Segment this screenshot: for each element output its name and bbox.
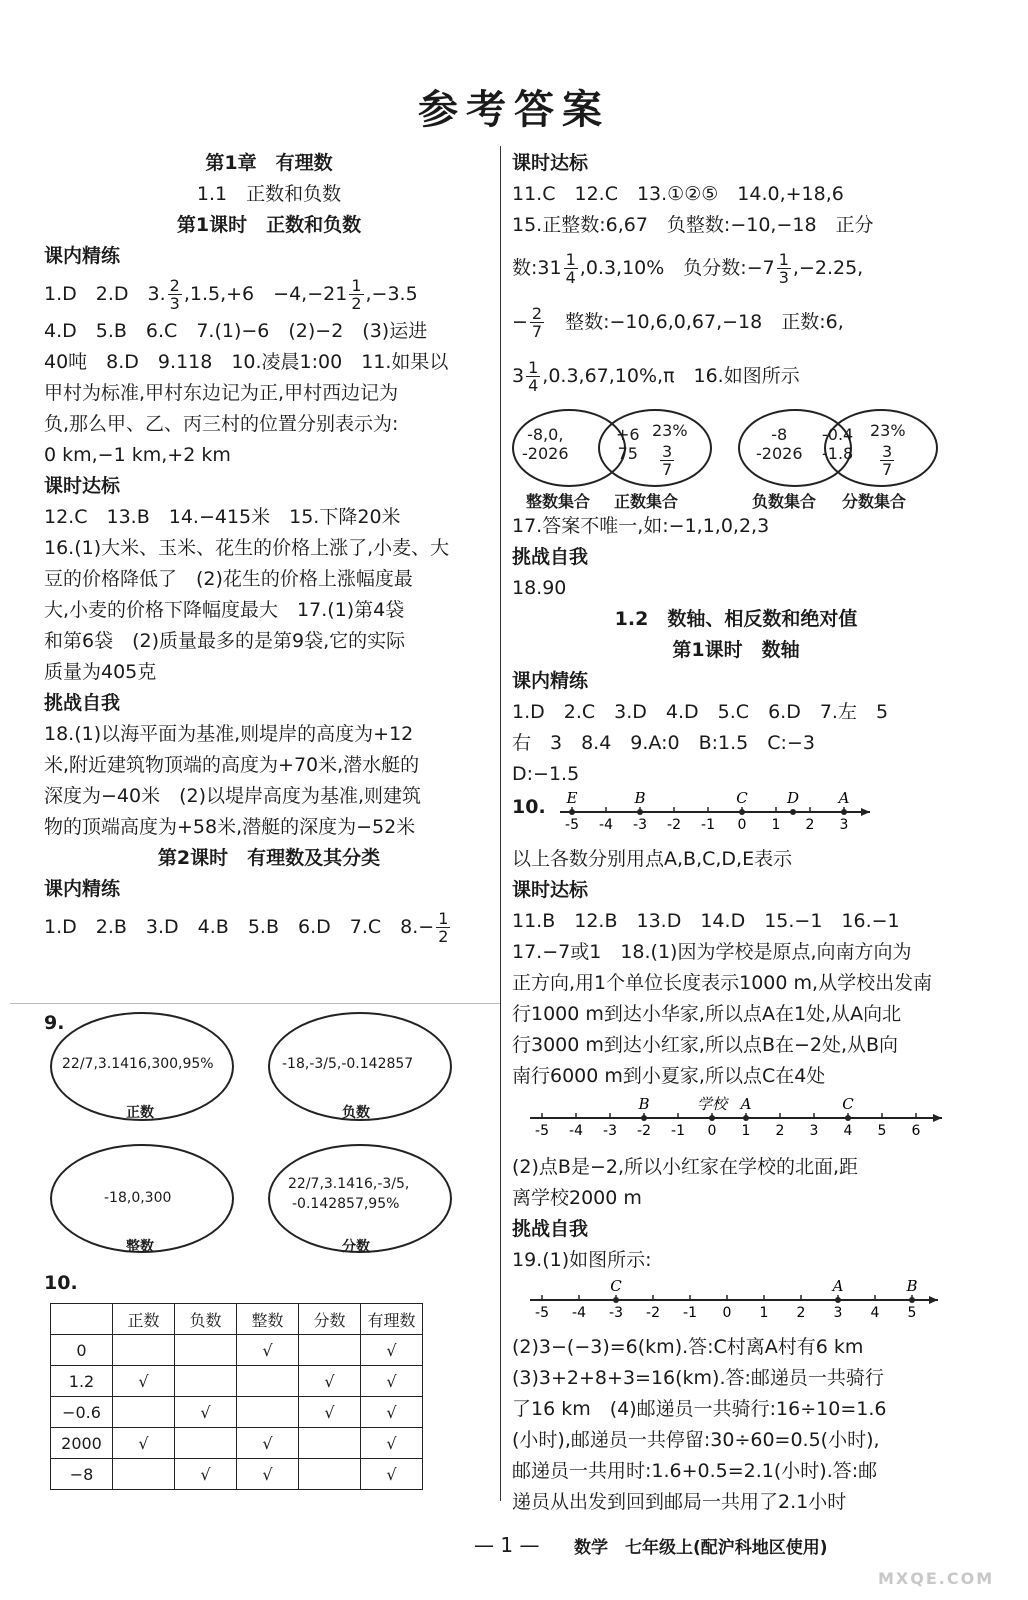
answer-line: 邮递员一共用时:1.6+0.5=2.1(小时).答:邮 xyxy=(512,1460,878,1482)
tick-label: -4 xyxy=(569,1123,583,1139)
answer-line: 16.(1)大米、玉米、花生的价格上涨了,小麦、大 xyxy=(44,537,450,559)
table-cell: 正数 xyxy=(113,1304,175,1335)
venn-label: 整数集合 xyxy=(526,492,591,511)
subsection-heading: 课内精练 xyxy=(512,670,589,692)
point-label: B xyxy=(906,1277,918,1295)
table-cell: √ xyxy=(299,1366,361,1397)
tick-label: -1 xyxy=(683,1305,697,1321)
oval-label: 整数 xyxy=(126,1239,154,1255)
table-cell: √ xyxy=(361,1397,423,1428)
table-row xyxy=(51,1428,423,1459)
point-label: 学校 xyxy=(696,1095,728,1113)
table-cell xyxy=(113,1397,175,1428)
answer-line: 豆的价格降低了 (2)花生的价格上涨幅度最 xyxy=(44,568,413,590)
tick-label: -3 xyxy=(609,1305,623,1321)
answer-line: 11.B 12.B 13.D 14.D 15.−1 16.−1 xyxy=(512,910,900,932)
tick-label: 2 xyxy=(775,1123,785,1139)
chapter-heading: 第1章 有理数 xyxy=(205,152,333,174)
fraction: $\frac{1}{2}$ xyxy=(438,909,449,946)
table-cell: 分数 xyxy=(299,1304,361,1335)
tick-label: 2 xyxy=(805,817,815,833)
venn-text: -0.4 -1.8 xyxy=(822,425,854,463)
section-divider xyxy=(10,1003,500,1004)
table-cell: 整数 xyxy=(237,1304,299,1335)
table-cell: √ xyxy=(361,1366,423,1397)
axis-point xyxy=(709,1115,715,1121)
axis-point xyxy=(613,1297,619,1303)
classification-table xyxy=(50,1303,423,1490)
tick-label: 1 xyxy=(771,817,781,833)
fraction: $\frac{1}{2}$ xyxy=(351,276,362,313)
table-cell: √ xyxy=(361,1428,423,1459)
tick-label: -2 xyxy=(637,1123,651,1139)
oval-text: 22/7,3.1416,-3/5, xyxy=(288,1176,410,1192)
point-label: E xyxy=(566,790,578,807)
answer-line: 以上各数分别用点A,B,C,D,E表示 xyxy=(512,848,793,870)
book-info: 数学 七年级上(配沪科地区使用) xyxy=(574,1538,828,1558)
tick-label: -5 xyxy=(535,1123,549,1139)
axis-arrow xyxy=(861,808,870,816)
answer-line: 右 3 8.4 9.A:0 B:1.5 C:−3 xyxy=(512,732,815,754)
right-column xyxy=(512,148,960,1518)
answer-line: 11.C 12.C 13.①②⑤ 14.0,+18,6 xyxy=(512,183,844,205)
answer-line: 南行6000 m到小夏家,所以点C在4处 xyxy=(512,1065,826,1087)
answer-line: − $\frac{2}{7}$ 整数:−10,6,0,67,−18 正数:6, xyxy=(512,304,844,341)
tick-label: -1 xyxy=(701,817,715,833)
answer-line: 4.D 5.B 6.C 7.(1)−6 (2)−2 (3)运进 xyxy=(44,320,428,342)
number-line-2 xyxy=(512,1092,952,1152)
subsection-heading: 课时达标 xyxy=(512,152,589,174)
table-cell xyxy=(299,1428,361,1459)
table-cell: −8 xyxy=(51,1459,113,1490)
point-label: A xyxy=(740,1095,752,1113)
axis-arrow xyxy=(933,1114,942,1122)
table-cell xyxy=(113,1459,175,1490)
point-label: A xyxy=(832,1277,844,1295)
subsection-heading: 课时达标 xyxy=(512,879,589,901)
axis-point xyxy=(641,1115,647,1121)
answer-line: 3 $\frac{1}{4}$ ,0.3,67,10%,π 16.如图所示 xyxy=(512,358,800,395)
axis-point xyxy=(637,809,643,815)
table-cell: √ xyxy=(175,1397,237,1428)
table-cell xyxy=(175,1366,237,1397)
table-header-row xyxy=(51,1304,423,1335)
tick-label: 5 xyxy=(877,1123,887,1139)
answer-line: 12.C 13.B 14.−415米 15.下降20米 xyxy=(44,506,401,528)
table-cell xyxy=(175,1428,237,1459)
tick-label: 4 xyxy=(843,1123,853,1139)
fraction: $\frac{1}{4}$ xyxy=(528,358,539,395)
table-cell xyxy=(237,1366,299,1397)
tick-label: 3 xyxy=(833,1305,843,1321)
axis-point xyxy=(739,809,745,815)
answer-line: 18.(1)以海平面为基准,则堤岸的高度为+12 xyxy=(44,723,414,745)
table-cell: 负数 xyxy=(175,1304,237,1335)
venn-text: +6 75 xyxy=(616,425,640,463)
oval-text: -0.142857,95% xyxy=(292,1196,400,1212)
answer-line: 18.90 xyxy=(512,577,567,599)
table-cell xyxy=(51,1304,113,1335)
table-cell: √ xyxy=(175,1459,237,1490)
fraction: $\frac{2}{7}$ xyxy=(531,304,543,341)
point-label: B xyxy=(634,790,646,807)
fraction: $\frac{1}{3}$ xyxy=(778,250,789,287)
oval-label: 分数 xyxy=(342,1239,370,1255)
answer-line: 1.D 2.D 3. $\frac{2}{3}$ ,1.5,+6 −4,−21 $\frac{1}{2}$ ,−3.5 xyxy=(44,276,418,313)
point-label: C xyxy=(610,1277,622,1295)
section-heading: 1.1 正数和负数 xyxy=(196,183,342,205)
answer-line: (2)3−(−3)=6(km).答:C村离A村有6 km xyxy=(512,1336,864,1358)
set-ovals xyxy=(50,1010,490,1260)
left-column xyxy=(44,148,494,949)
answer-line: 0 km,−1 km,+2 km xyxy=(44,444,231,466)
venn-fraction: $\frac{3}{7}$ xyxy=(882,442,893,479)
answer-line: 正方向,用1个单位长度表示1000 m,从学校出发南 xyxy=(512,972,933,994)
answer-line: (2)点B是−2,所以小红家在学校的北面,距 xyxy=(512,1156,859,1178)
tick-label: 5 xyxy=(907,1305,917,1321)
answer-line: 15.正整数:6,67 负整数:−10,−18 正分 xyxy=(512,214,874,236)
answer-line: 1.D 2.C 3.D 4.D 5.C 6.D 7.左 5 xyxy=(512,701,889,723)
tick-label: 3 xyxy=(809,1123,819,1139)
answer-line: 甲村为标准,甲村东边记为正,甲村西边记为 xyxy=(44,382,399,404)
venn-text: 23% xyxy=(652,421,688,440)
oval-text: -18,-3/5,-0.142857 xyxy=(282,1056,414,1072)
axis-point xyxy=(841,809,847,815)
table-cell: √ xyxy=(237,1459,299,1490)
table-cell: √ xyxy=(361,1459,423,1490)
axis-point xyxy=(845,1115,851,1121)
answer-line: 质量为405克 xyxy=(44,661,157,683)
answer-line: 大,小麦的价格下降幅度最大 17.(1)第4袋 xyxy=(44,599,405,621)
table-cell xyxy=(299,1335,361,1366)
answer-line: 离学校2000 m xyxy=(512,1187,642,1209)
answer-line: 递员从出发到回到邮局一共用了2.1小时 xyxy=(512,1491,847,1513)
tick-label: -5 xyxy=(565,817,579,833)
answer-line: D:−1.5 xyxy=(512,763,580,785)
tick-label: 1 xyxy=(759,1305,769,1321)
answer-line: 17.−7或1 18.(1)因为学校是原点,向南方向为 xyxy=(512,941,912,963)
number-line-1 xyxy=(552,790,882,844)
answer-line: 和第6袋 (2)质量最多的是第9袋,它的实际 xyxy=(44,630,406,652)
table-cell: −0.6 xyxy=(51,1397,113,1428)
table-row xyxy=(51,1459,423,1490)
venn-text: -8,0, -2026 xyxy=(522,425,569,463)
answer-line: (3)3+2+8+3=16(km).答:邮递员一共骑行 xyxy=(512,1367,884,1389)
column-divider xyxy=(500,146,501,1501)
lesson-heading: 第1课时 数轴 xyxy=(672,639,800,661)
answer-line: (小时),邮递员一共停留:30÷60=0.5(小时), xyxy=(512,1429,880,1451)
tick-label: 2 xyxy=(796,1305,806,1321)
point-label: C xyxy=(842,1095,854,1113)
subsection-heading: 挑战自我 xyxy=(512,1218,589,1240)
axis-point xyxy=(790,809,796,815)
tick-label: 6 xyxy=(911,1123,921,1139)
axis-point xyxy=(569,809,575,815)
oval-text: -18,0,300 xyxy=(104,1190,172,1206)
tick-label: -2 xyxy=(646,1305,660,1321)
table-row xyxy=(51,1366,423,1397)
axis-arrow xyxy=(929,1296,938,1304)
table-cell xyxy=(175,1335,237,1366)
table-cell: √ xyxy=(113,1366,175,1397)
table-cell: 1.2 xyxy=(51,1366,113,1397)
fraction: $\frac{1}{4}$ xyxy=(565,250,576,287)
table-cell: 0 xyxy=(51,1335,113,1366)
answer-line: 深度为−40米 (2)以堤岸高度为基准,则建筑 xyxy=(44,785,422,807)
table-row xyxy=(51,1335,423,1366)
subsection-heading: 课内精练 xyxy=(44,878,121,900)
venn-label: 正数集合 xyxy=(614,492,679,511)
point-label: B xyxy=(638,1095,650,1113)
answer-line: 数:31 $\frac{1}{4}$ ,0.3,10% 负分数:−7 $\frac{1}{3}$ ,−2.25, xyxy=(512,250,864,287)
answer-line: 了16 km (4)邮递员一共骑行:16÷10=1.6 xyxy=(512,1398,887,1420)
table-cell: √ xyxy=(237,1335,299,1366)
tick-label: 0 xyxy=(737,817,747,833)
answer-line: 行1000 m到达小华家,所以点A在1处,从A向北 xyxy=(512,1003,902,1025)
page-title: 参考答案 xyxy=(418,86,610,133)
oval-label: 负数 xyxy=(342,1105,370,1121)
tick-label: 0 xyxy=(707,1123,717,1139)
question-10-axis xyxy=(512,790,960,844)
axis-point xyxy=(909,1297,915,1303)
number-line-3 xyxy=(512,1276,952,1332)
table-cell xyxy=(299,1459,361,1490)
lesson-heading: 第1课时 正数和负数 xyxy=(176,214,362,236)
tick-label: -5 xyxy=(535,1305,549,1321)
table-cell: √ xyxy=(361,1335,423,1366)
section-heading: 1.2 数轴、相反数和绝对值 xyxy=(614,608,858,630)
axis-point xyxy=(743,1115,749,1121)
table-cell: √ xyxy=(299,1397,361,1428)
subsection-heading: 课时达标 xyxy=(44,475,121,497)
table-cell: √ xyxy=(237,1428,299,1459)
tick-label: -1 xyxy=(671,1123,685,1139)
venn-label: 分数集合 xyxy=(842,492,907,511)
tick-label: -2 xyxy=(667,817,681,833)
oval-text: 22/7,3.1416,300,95% xyxy=(62,1056,214,1072)
table-cell xyxy=(113,1335,175,1366)
tick-label: -3 xyxy=(633,817,647,833)
answer-line: 40吨 8.D 9.118 10.凌晨1:00 11.如果以 xyxy=(44,351,449,373)
lesson-heading: 第2课时 有理数及其分类 xyxy=(157,847,381,869)
answer-line: 行3000 m到达小红家,所以点B在−2处,从B向 xyxy=(512,1034,899,1056)
venn-diagrams xyxy=(512,409,960,509)
page-number: — 1 — xyxy=(474,1533,540,1557)
point-label: D xyxy=(786,790,800,807)
venn-text: 23% xyxy=(870,421,906,440)
question-number: 10. xyxy=(44,1272,78,1294)
subsection-heading: 课内精练 xyxy=(44,245,121,267)
fraction: $\frac{2}{3}$ xyxy=(169,276,180,313)
point-label: A xyxy=(838,790,850,807)
subsection-heading: 挑战自我 xyxy=(44,692,121,714)
question-number: 9. xyxy=(44,1012,65,1034)
venn-label: 负数集合 xyxy=(752,492,817,511)
answer-line: 17.答案不唯一,如:−1,1,0,2,3 xyxy=(512,515,770,537)
tick-label: 3 xyxy=(839,817,849,833)
subsection-heading: 挑战自我 xyxy=(512,546,589,568)
point-label: C xyxy=(736,790,748,807)
tick-label: -3 xyxy=(603,1123,617,1139)
table-row xyxy=(51,1397,423,1428)
axis-point xyxy=(835,1297,841,1303)
answer-line: 19.(1)如图所示: xyxy=(512,1249,652,1271)
tick-label: 0 xyxy=(722,1305,732,1321)
answer-line: 米,附近建筑物顶端的高度为+70米,潜水艇的 xyxy=(44,754,420,776)
answer-line: 1.D 2.B 3.D 4.B 5.B 6.D 7.C 8.− $\frac{1}{2}$ xyxy=(44,909,449,946)
tick-label: 1 xyxy=(741,1123,751,1139)
table-cell xyxy=(237,1397,299,1428)
watermark: MXQE.COM xyxy=(878,1569,995,1588)
tick-label: 4 xyxy=(870,1305,880,1321)
venn-text: -8 -2026 xyxy=(756,425,803,463)
answer-line: 负,那么甲、乙、丙三村的位置分别表示为: xyxy=(44,413,399,435)
venn-fraction: $\frac{3}{7}$ xyxy=(662,442,673,479)
question-number: 10. xyxy=(512,796,546,818)
table-cell: √ xyxy=(113,1428,175,1459)
tick-label: -4 xyxy=(599,817,613,833)
tick-label: -4 xyxy=(572,1305,586,1321)
answer-line: 物的顶端高度为+58米,潜艇的深度为−52米 xyxy=(44,816,416,838)
table-cell: 有理数 xyxy=(361,1304,423,1335)
oval-label: 正数 xyxy=(126,1105,154,1121)
table-cell: 2000 xyxy=(51,1428,113,1459)
